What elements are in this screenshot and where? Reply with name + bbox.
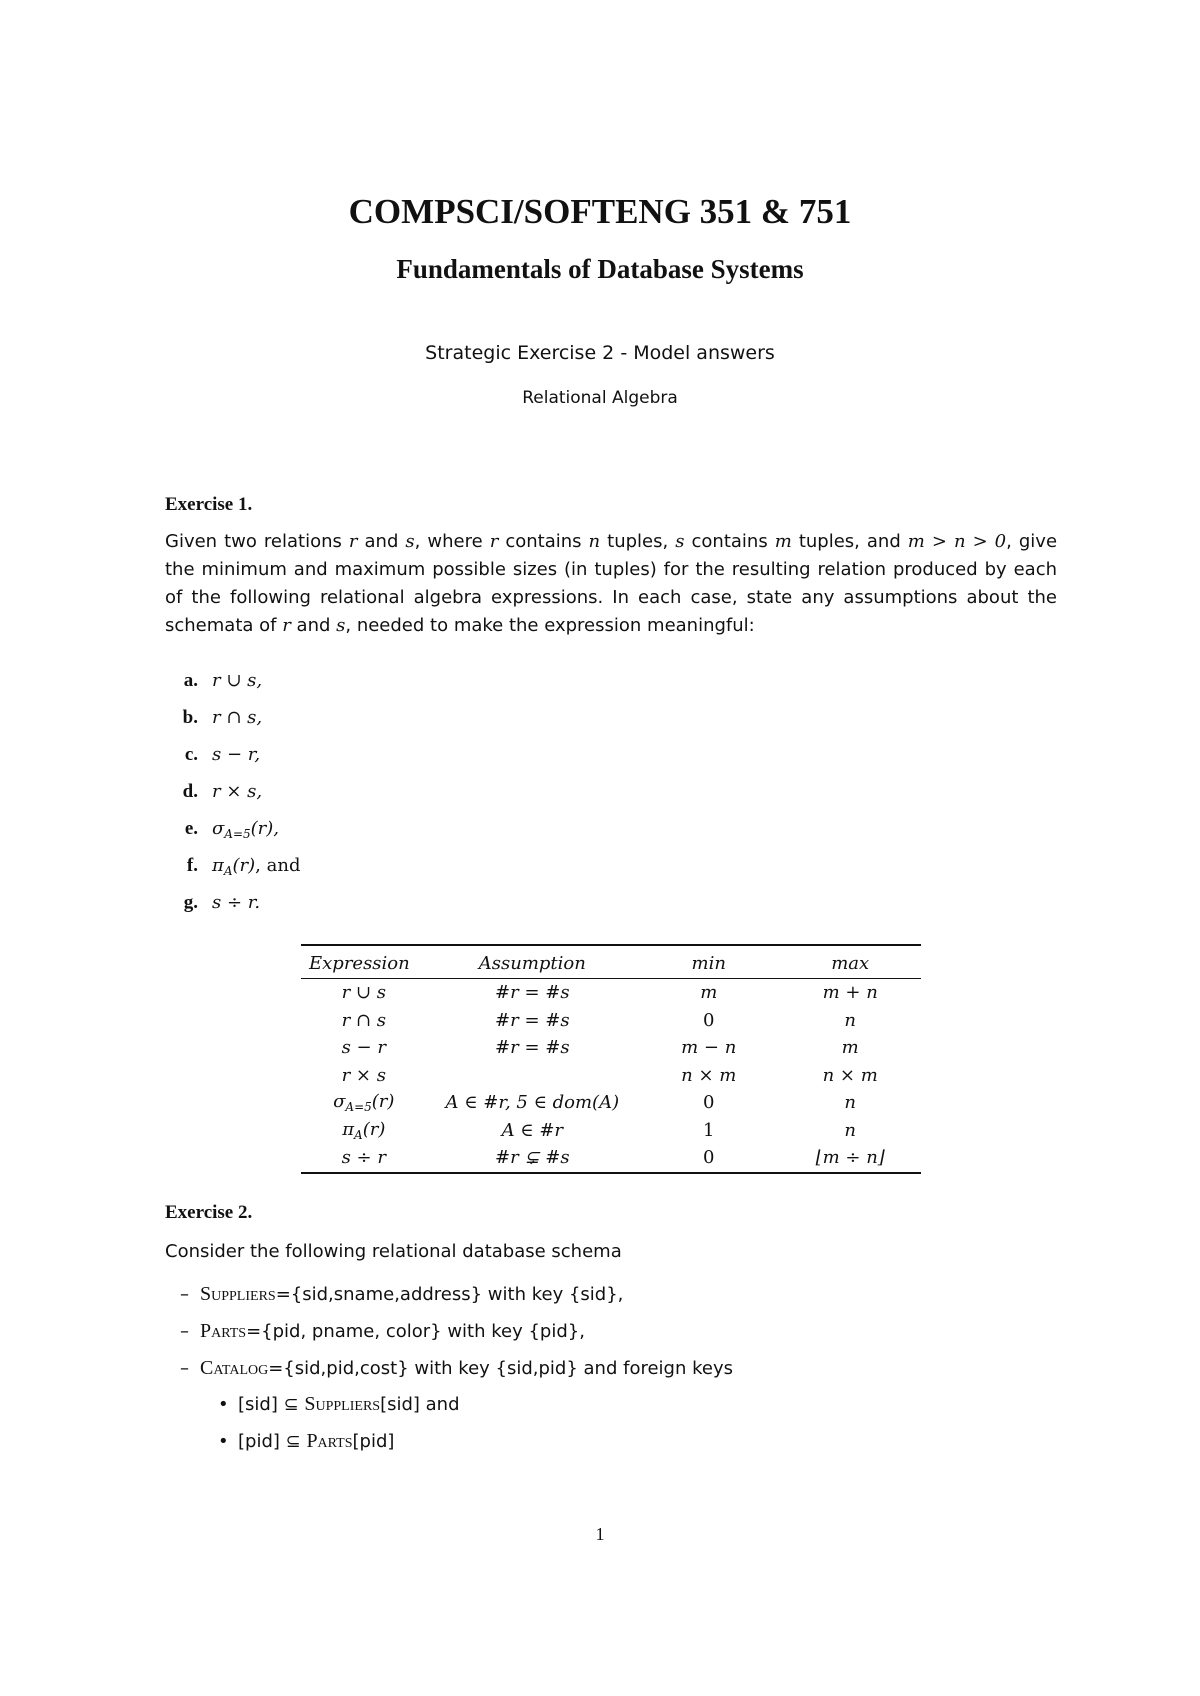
exercise-title: Strategic Exercise 2 - Model answers	[425, 342, 775, 364]
table-row	[301, 1062, 921, 1090]
exercise1-heading: Exercise 1.	[165, 494, 253, 515]
list-item-a: a. r ∪ s,	[183, 670, 263, 691]
cell-assumption: #r ⊊ #s	[427, 1144, 639, 1173]
cell-assumption	[427, 1062, 639, 1090]
col-header-assumption: Assumption	[427, 945, 639, 979]
cell-expression: r × s	[341, 1064, 386, 1086]
cell-max: n × m	[822, 1064, 878, 1086]
course-subtitle: Fundamentals of Database Systems	[396, 254, 804, 284]
cell-expression: s − r	[341, 1037, 386, 1059]
cell-max: n	[844, 1092, 856, 1114]
page-number: 1	[595, 1524, 605, 1544]
col-header-expression: Expression	[301, 945, 427, 979]
list-item-b: b. r ∩ s,	[182, 707, 263, 728]
cell-min: 0	[703, 1092, 715, 1114]
cell-assumption: #r = #s	[495, 1037, 570, 1059]
list-item-g: g. s ÷ r.	[183, 892, 261, 913]
cell-min: 0	[703, 1009, 715, 1031]
schema-item-catalog: – Catalog={sid,pid,cost} with key {sid,pid} and foreign keys	[180, 1357, 733, 1379]
cell-min: 0	[638, 1144, 779, 1173]
cell-max: n	[844, 1009, 856, 1031]
exercise1-prompt: Given two relations r and s, where r contains n tuples, s contains m tuples, and m > n > 0, give the minimum and maximum possible sizes (in tuples) for the resulting relation produced by each of the following relational algebra expressions. In each case, state any assumptions about the schemata of r and s, needed to make the expression meaningful:	[165, 531, 1058, 636]
cell-expression: s ÷ r	[301, 1144, 427, 1173]
exercise2-intro: Consider the following relational database schema	[165, 1241, 622, 1262]
foreign-key-sid: • [sid] ⊆ Suppliers[sid] and	[218, 1393, 460, 1415]
cell-max: m	[841, 1037, 859, 1059]
list-item-f: f. $\pi_A(r)$, and	[186, 855, 301, 878]
col-header-min: min	[638, 945, 779, 979]
answers-table	[301, 944, 921, 1174]
cell-expression: $\sigma_{A=5}(r)$	[333, 1091, 395, 1115]
course-title: COMPSCI/SOFTENG 351 & 751	[348, 192, 852, 231]
table-row	[301, 1144, 921, 1173]
schema-item-parts: – Parts={pid, pname, color} with key {pid},	[180, 1320, 585, 1342]
cell-min: m	[700, 982, 718, 1004]
list-item-e: e. $\sigma_{A=5}(r)$,	[184, 818, 280, 841]
cell-max: ⌊m ÷ n⌋	[779, 1144, 921, 1173]
cell-min: m − n	[681, 1037, 737, 1059]
col-header-max: max	[779, 945, 921, 979]
cell-min: n × m	[681, 1064, 737, 1086]
cell-max: m + n	[822, 982, 878, 1004]
table-row	[301, 1089, 921, 1117]
foreign-key-pid: • [pid] ⊆ Parts[pid]	[218, 1430, 395, 1452]
table-row	[301, 1117, 921, 1145]
cell-assumption: A ∈ #r, 5 ∈ dom(A)	[445, 1092, 620, 1114]
cell-assumption: #r = #s	[495, 1009, 570, 1031]
cell-max: n	[844, 1119, 856, 1141]
cell-assumption: A ∈ #r	[501, 1119, 564, 1141]
list-item-d: d. r × s,	[182, 781, 263, 802]
table-header-row	[301, 945, 921, 979]
topic-title: Relational Algebra	[522, 388, 678, 408]
list-item-c: c. s − r,	[184, 744, 261, 765]
table-row	[301, 979, 921, 1007]
exercise2-heading: Exercise 2.	[165, 1202, 253, 1223]
schema-item-suppliers: – Suppliers={sid,sname,address} with key {sid},	[180, 1283, 624, 1305]
cell-expression: r ∪ s	[341, 982, 386, 1004]
table-row	[301, 1007, 921, 1035]
cell-expression: $\pi_A(r)$	[342, 1118, 386, 1142]
cell-min: 1	[703, 1119, 715, 1141]
cell-assumption: #r = #s	[495, 982, 570, 1004]
table-row	[301, 1034, 921, 1062]
cell-expression: r ∩ s	[341, 1009, 386, 1031]
